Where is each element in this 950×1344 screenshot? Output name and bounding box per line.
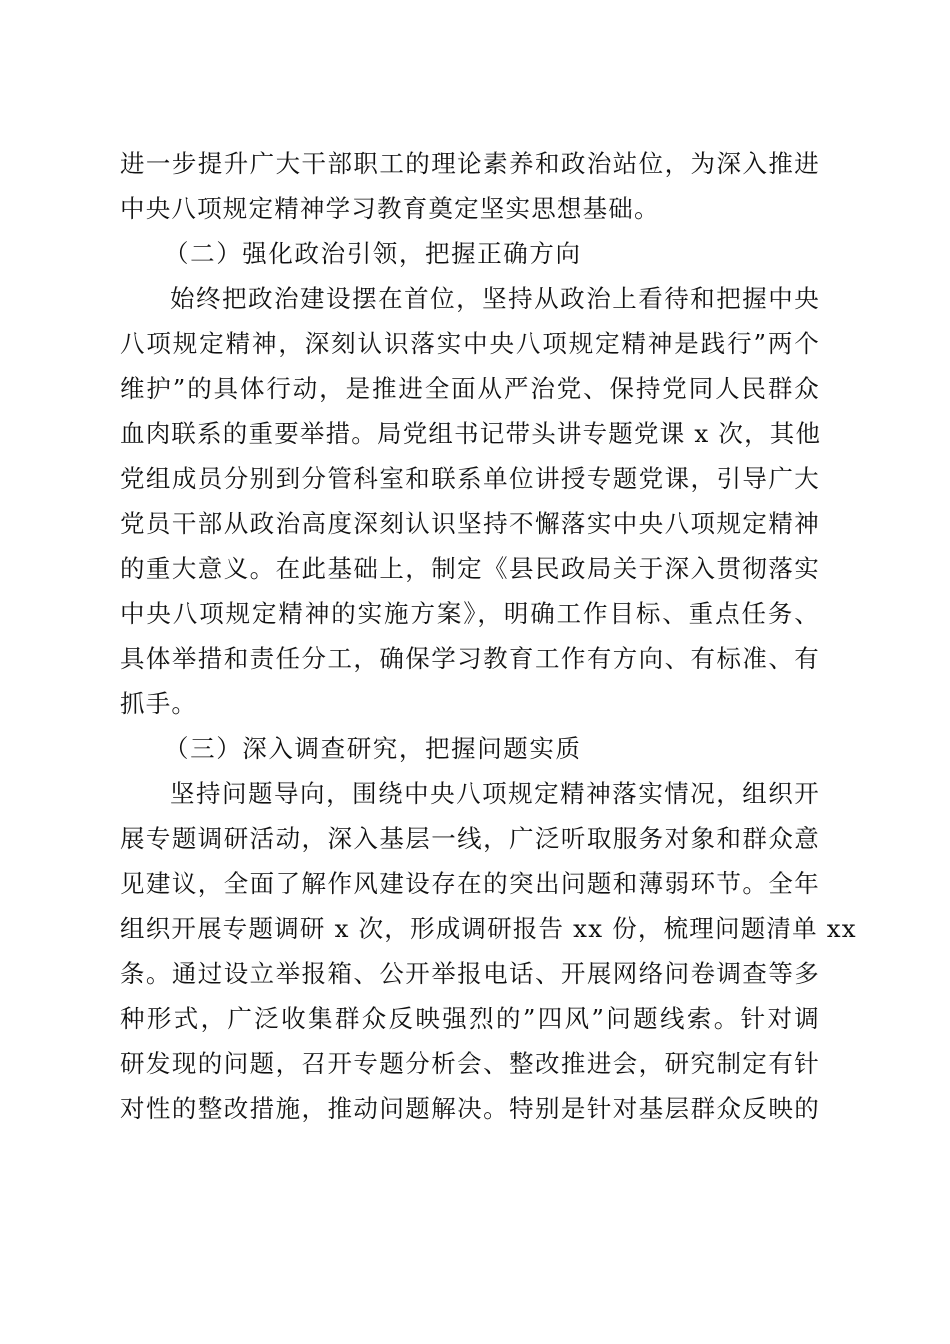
paragraph-line: 具体举措和责任分工，确保学习教育工作有方向、有标准、有 — [120, 644, 820, 673]
paragraph-line: 坚持问题导向，围绕中央八项规定精神落实情况，组织开 — [170, 779, 820, 808]
paragraph-line: 维护”的具体行动，是推进全面从严治党、保持党同人民群众 — [120, 374, 820, 403]
paragraph-line: 见建议，全面了解作风建设存在的突出问题和薄弱环节。全年 — [120, 869, 820, 898]
paragraph-line: 研发现的问题，召开专题分析会、整改推进会，研究制定有针 — [120, 1049, 820, 1078]
paragraph-line: 抓手。 — [120, 689, 198, 718]
paragraph-line: 条。通过设立举报箱、公开举报电话、开展网络问卷调查等多 — [120, 959, 820, 988]
paragraph-line: 血肉联系的重要举措。局党组书记带头讲专题党课 x 次，其他 — [120, 419, 822, 448]
paragraph-line: 中央八项规定精神学习教育奠定坚实思想基础。 — [120, 194, 660, 223]
paragraph-line: 党员干部从政治高度深刻认识坚持不懈落实中央八项规定精神 — [120, 509, 820, 538]
paragraph-line: 的重大意义。在此基础上，制定《县民政局关于深入贯彻落实 — [120, 554, 820, 583]
paragraph-line: 八项规定精神，深刻认识落实中央八项规定精神是践行”两个 — [120, 329, 820, 358]
document-body — [120, 141, 857, 1131]
paragraph-line: 始终把政治建设摆在首位，坚持从政治上看待和把握中央 — [170, 284, 820, 313]
paragraph-line: 对性的整改措施，推动问题解决。特别是针对基层群众反映的 — [120, 1094, 820, 1123]
paragraph-line: 党组成员分别到分管科室和联系单位讲授专题党课，引导广大 — [120, 464, 820, 493]
paragraph-line: 种形式，广泛收集群众反映强烈的”四风”问题线索。针对调 — [120, 1004, 820, 1033]
paragraph-line: 中央八项规定精神的实施方案》，明确工作目标、重点任务、 — [120, 599, 820, 628]
paragraph-line: 组织开展专题调研 x 次，形成调研报告 xx 份，梳理问题清单 xx — [120, 914, 857, 943]
section-heading: （二）强化政治引领，把握正确方向 — [164, 239, 582, 268]
paragraph-line: 进一步提升广大干部职工的理论素养和政治站位，为深入推进 — [120, 149, 820, 178]
paragraph-line: 展专题调研活动，深入基层一线，广泛听取服务对象和群众意 — [120, 824, 820, 853]
section-heading: （三）深入调查研究，把握问题实质 — [164, 734, 582, 763]
